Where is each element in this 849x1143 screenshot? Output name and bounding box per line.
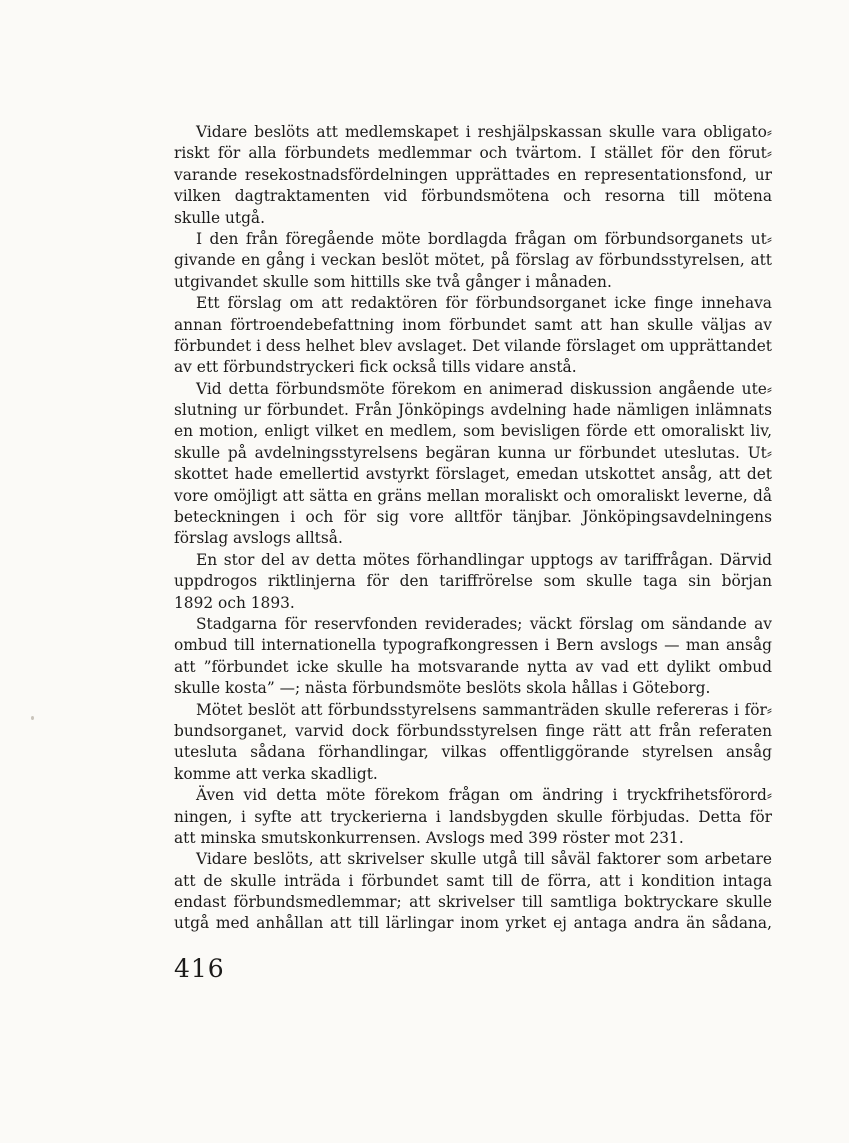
text-line: beteckningen i och för sig vore alltför tänjbar. Jönköpingsavdelningens: [174, 508, 772, 527]
text-line: utesluta sådana förhandlingar, vilkas offentliggörande styrelsen ansåg: [174, 743, 772, 762]
text-line: Vidare beslöts att medlemskapet i reshjälpskassan skulle vara obligato⸗: [196, 123, 772, 141]
text-line: skottet hade emellertid avstyrkt förslaget, emedan utskottet ansåg, att det: [174, 465, 772, 484]
text-line: skulle på avdelningsstyrelsens begäran kunna ur förbundet uteslutas. Ut⸗: [174, 443, 772, 462]
text-line: Vid detta förbundsmöte förekom en animerad diskussion angående ute⸗: [196, 379, 772, 398]
text-line: Ett förslag om att redaktören för förbundsorganet icke finge innehava: [196, 294, 772, 313]
text-line: givande en gång i veckan beslöt mötet, på förslag av förbundsstyrelsen, att: [174, 251, 772, 270]
paragraph: [174, 293, 772, 379]
text-line: bundsorganet, varvid dock förbundsstyrelsen finge rätt att från referaten: [174, 721, 772, 740]
text-line: annan förtroendebefattning inom förbundet samt att han skulle väljas av: [174, 315, 772, 334]
text-line: förslag avslogs alltså.: [174, 529, 343, 548]
paragraph: [174, 785, 772, 849]
paragraph: [174, 849, 772, 935]
paragraph: [174, 122, 772, 229]
text-line: uppdrogos riktlinjerna för den tariffrörelse som skulle taga sin början: [174, 572, 772, 591]
paragraph: [174, 379, 772, 550]
paragraph: [174, 550, 772, 614]
text-line: komme att verka skadligt.: [174, 764, 378, 783]
text-line: att ”förbundet icke skulle ha motsvarande nytta av vad ett dylikt ombud: [174, 657, 772, 676]
text-line: En stor del av detta mötes förhandlingar upptogs av tariffrågan. Därvid: [196, 550, 772, 569]
text-line: vilken dagtraktamenten vid förbundsmötena och resorna till mötena: [174, 187, 772, 206]
text-line: slutning ur förbundet. Från Jönköpings avdelning hade nämligen inlämnats: [174, 401, 772, 420]
text-line: skulle utgå.: [174, 208, 265, 227]
text-line: endast förbundsmedlemmar; att skrivelser till samtliga boktryckare skulle: [174, 893, 772, 912]
text-line: Vidare beslöts, att skrivelser skulle utgå till såväl faktorer som arbetare: [196, 850, 772, 869]
text-line: I den från föregående möte bordlagda frågan om förbundsorganets ut⸗: [196, 229, 772, 248]
text-line: Mötet beslöt att förbundsstyrelsens sammanträden skulle refereras i för⸗: [196, 700, 772, 719]
text-line: riskt för alla förbundets medlemmar och tvärtom. I stället för den förut⸗: [174, 144, 772, 163]
paragraph: [174, 700, 772, 786]
text-line: att de skulle inträda i förbundet samt till de förra, att i kondition intaga: [174, 871, 772, 890]
body-text: [174, 122, 772, 935]
text-line: ombud till internationella typografkongressen i Bern avslogs — man ansåg: [174, 636, 772, 655]
text-line: Stadgarna för reservfonden reviderades; väckt förslag om sändande av: [196, 614, 772, 633]
text-line: utgivandet skulle som hittills ske två gånger i månaden.: [174, 272, 612, 291]
page-number: 416: [174, 954, 225, 983]
text-line: 1892 och 1893.: [174, 593, 295, 612]
text-line: av ett förbundstryckeri fick också tills vidare anstå.: [174, 358, 577, 377]
text-line: utgå med anhållan att till lärlingar inom yrket ej antaga andra än sådana,: [174, 914, 772, 933]
text-line: ningen, i syfte att tryckerierna i landsbygden skulle förbjudas. Detta för: [174, 807, 772, 826]
paper-speck: [31, 716, 34, 720]
text-line: varande resekostnadsfördelningen upprättades en representationsfond, ur: [174, 165, 772, 184]
text-line: vore omöjligt att sätta en gräns mellan moraliskt och omoraliskt leverne, då: [174, 486, 772, 505]
text-line: att minska smutskonkurrensen. Avslogs med 399 röster mot 231.: [174, 828, 684, 847]
text-line: skulle kosta” —; nästa förbundsmöte beslöts skola hållas i Göteborg.: [174, 679, 711, 698]
paragraph: [174, 229, 772, 293]
paragraph: [174, 614, 772, 700]
text-line: Även vid detta möte förekom frågan om ändring i tryckfrihetsförord⸗: [196, 786, 772, 805]
text-line: förbundet i dess helhet blev avslaget. Det vilande förslaget om upprättandet: [174, 336, 772, 355]
text-line: en motion, enligt vilket en medlem, som bevisligen förde ett omoraliskt liv,: [174, 422, 772, 441]
